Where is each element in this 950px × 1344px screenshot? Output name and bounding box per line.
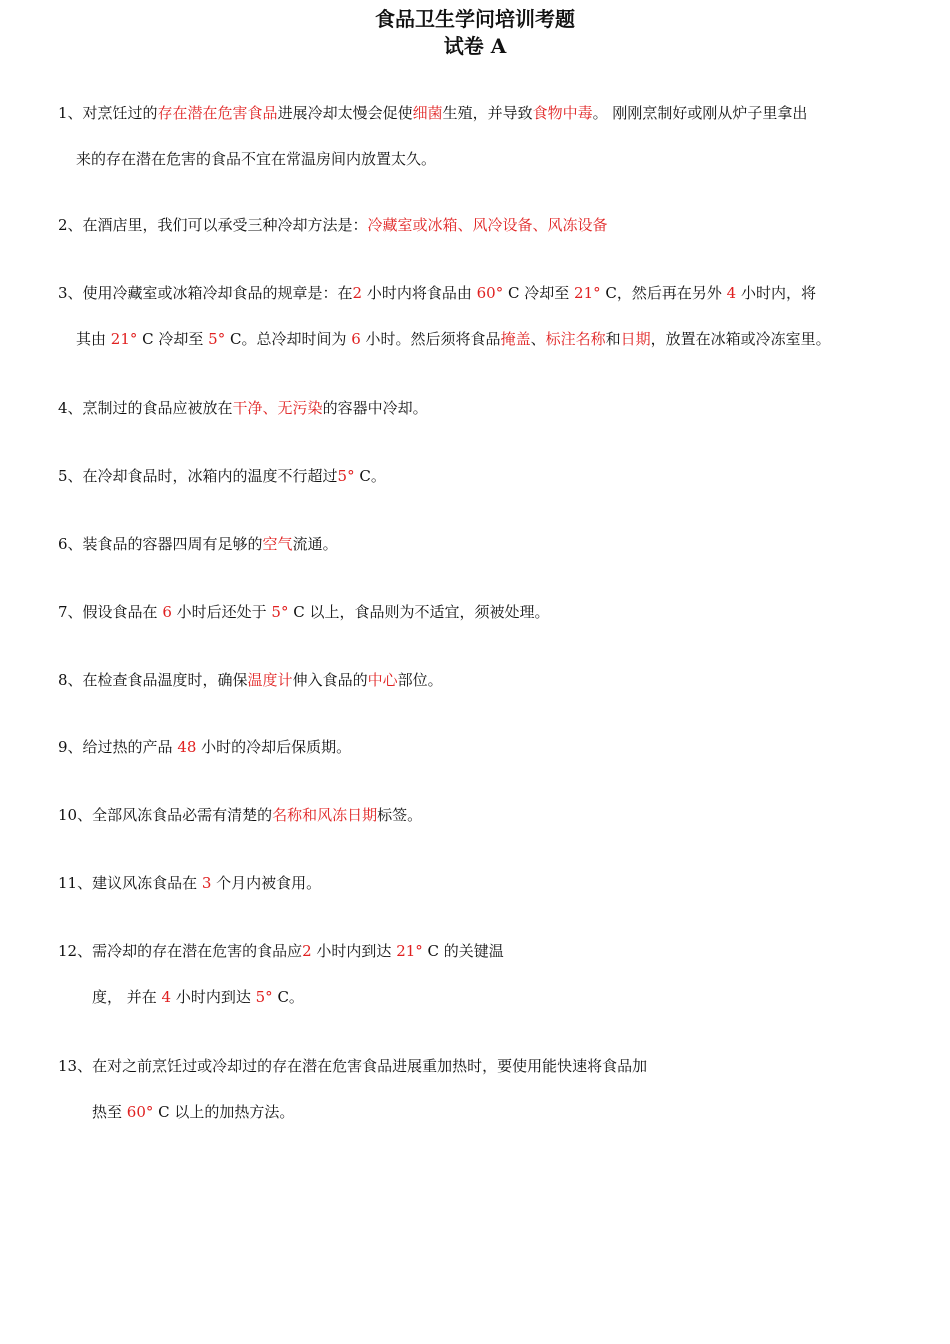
- question-text: 6、装食品的容器四周有足够的: [58, 535, 263, 553]
- question-item: [58, 270, 910, 362]
- answer-text: 中心: [367, 671, 398, 689]
- question-text: 12、需冷却的存在潜在危害的食品应: [58, 942, 303, 960]
- question-item: [58, 90, 910, 182]
- question-text: C 以上，食品则为不适宜，须被处理。: [288, 603, 550, 621]
- question-line: [58, 738, 351, 756]
- answer-text: 2: [302, 942, 312, 960]
- question-line: [58, 216, 608, 234]
- question-line: [58, 1089, 910, 1135]
- question-line: [58, 603, 549, 621]
- answer-text: 存在潜在危害食品: [157, 104, 278, 122]
- question-item: [58, 860, 910, 906]
- answer-text: 3: [201, 874, 212, 892]
- answer-text: 温度计: [247, 671, 293, 689]
- question-text: C。总冷却时间为: [225, 330, 352, 348]
- answer-text: 标注名称: [545, 330, 606, 348]
- question-text: 伸入食品的: [292, 671, 368, 689]
- question-text: 小时的冷却后保质期。: [196, 738, 352, 756]
- question-text: 小时内将食品由: [362, 284, 477, 302]
- question-text: 、: [530, 330, 546, 348]
- question-text: 其由: [76, 330, 111, 348]
- question-item: [58, 521, 910, 567]
- question-item: [58, 1043, 910, 1135]
- question-text: 的容器中冷却。: [322, 399, 428, 417]
- question-text: 热至: [92, 1103, 127, 1121]
- question-text: 度， 并在: [92, 988, 162, 1006]
- answer-text: 6: [162, 603, 172, 621]
- question-text: C 冷却至: [503, 284, 575, 302]
- question-item: [58, 792, 910, 838]
- question-line: [58, 874, 321, 892]
- question-text: ，放置在冰箱或冷冻室里。: [650, 330, 831, 348]
- question-text: 小时内到达: [311, 942, 397, 960]
- question-text: 小时内到达: [171, 988, 256, 1006]
- question-item: [58, 589, 910, 635]
- question-text: C。: [354, 467, 386, 485]
- answer-text: 干净、无污染: [232, 399, 323, 417]
- question-text: 小时。然后须将食品: [360, 330, 501, 348]
- answer-text: 5°: [271, 603, 289, 621]
- answer-text: 冷藏室或冰箱、风冷设备、风冻设备: [367, 216, 608, 234]
- question-text: 标签。: [377, 806, 423, 824]
- question-line: [58, 974, 910, 1020]
- question-text: C。: [272, 988, 304, 1006]
- question-line: [58, 136, 910, 182]
- question-line: [58, 399, 428, 417]
- answer-text: 21°: [110, 330, 138, 348]
- question-text: 。 刚刚烹制好或刚从炉子里拿出: [592, 104, 808, 122]
- answer-text: 4: [161, 988, 172, 1006]
- question-item: [58, 724, 910, 770]
- question-text: 小时内，将: [736, 284, 816, 302]
- question-line: [58, 806, 422, 824]
- question-line: [58, 284, 816, 302]
- question-text: 13、在对之前烹饪过或冷却过的存在潜在危害食品进展重加热时，要使用能快速将食品加: [58, 1057, 648, 1075]
- question-text: 部位。: [397, 671, 443, 689]
- question-text: 2、在酒店里，我们可以承受三种冷却方法是：: [58, 216, 368, 234]
- answer-text: 21°: [574, 284, 601, 302]
- question-line: [58, 535, 338, 553]
- question-text: 3、使用冷藏室或冰箱冷却食品的规章是：在: [58, 284, 353, 302]
- answer-text: 名称和风冻日期: [272, 806, 378, 824]
- answer-text: 6: [351, 330, 361, 348]
- answer-text: 5°: [208, 330, 226, 348]
- question-text: 7、假设食品在: [58, 603, 163, 621]
- answer-text: 4: [726, 284, 737, 302]
- question-item: [58, 928, 910, 1020]
- question-text: C，然后再在另外: [600, 284, 727, 302]
- question-item: [58, 385, 910, 431]
- answer-text: 21°: [396, 942, 423, 960]
- page-title: 食品卫生学问培训考题: [375, 7, 575, 31]
- question-text: 小时后还处于: [171, 603, 272, 621]
- question-line: [58, 671, 443, 689]
- answer-text: 掩盖: [500, 330, 531, 348]
- question-line: [58, 942, 504, 960]
- page-subtitle: 试卷 A: [443, 34, 507, 58]
- question-text: 流通。: [292, 535, 338, 553]
- question-text: 和: [605, 330, 621, 348]
- question-text: 来的存在潜在危害的食品不宜在常温房间内放置太久。: [76, 150, 437, 168]
- question-text: 1、对烹饪过的: [58, 104, 158, 122]
- answer-text: 日期: [620, 330, 651, 348]
- question-text: C 以上的加热方法。: [153, 1103, 295, 1121]
- answer-text: 空气: [262, 535, 293, 553]
- answer-text: 2: [352, 284, 363, 302]
- question-text: C 冷却至: [137, 330, 209, 348]
- question-text: 个月内被食用。: [211, 874, 322, 892]
- question-text: 10、全部风冻食品必需有清楚的: [58, 806, 273, 824]
- answer-text: 5°: [337, 467, 355, 485]
- answer-text: 60°: [476, 284, 504, 302]
- answer-text: 食物中毒: [532, 104, 593, 122]
- question-text: 5、在冷却食品时，冰箱内的温度不行超过: [58, 467, 338, 485]
- question-text: 生殖，并导致: [442, 104, 533, 122]
- question-item: [58, 202, 910, 248]
- question-text: 4、烹制过的食品应被放在: [58, 399, 233, 417]
- answer-text: 60°: [126, 1103, 154, 1121]
- answer-text: 细菌: [412, 104, 443, 122]
- question-text: 9、给过热的产品: [58, 738, 178, 756]
- question-text: 进展冷却太慢会促使: [277, 104, 413, 122]
- question-line: [58, 104, 807, 122]
- question-line: [58, 316, 910, 362]
- question-text: 8、在检查食品温度时，确保: [58, 671, 248, 689]
- question-text: 11、建议风冻食品在: [58, 874, 202, 892]
- question-item: [58, 657, 910, 703]
- question-line: [58, 1057, 647, 1075]
- question-item: [58, 453, 910, 499]
- question-text: C 的关键温: [422, 942, 504, 960]
- answer-text: 48: [177, 738, 197, 756]
- answer-text: 5°: [255, 988, 273, 1006]
- question-line: [58, 467, 386, 485]
